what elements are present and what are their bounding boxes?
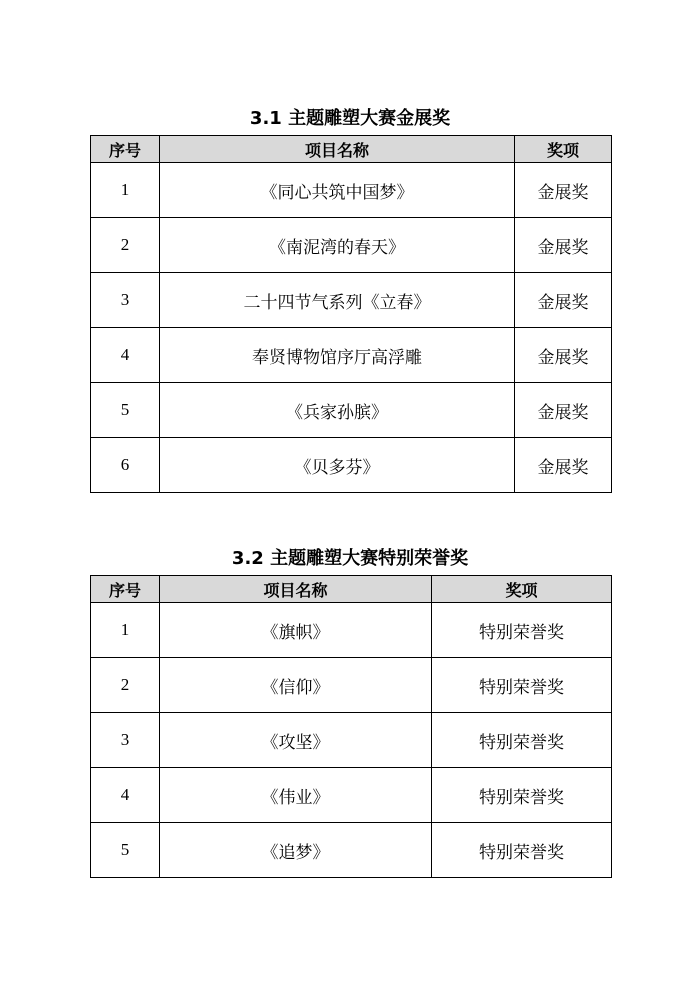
row-award: 金展奖 [515, 218, 612, 273]
row-award: 特别荣誉奖 [432, 768, 612, 823]
row-project-name: 《追梦》 [160, 823, 432, 878]
row-award: 特别荣誉奖 [432, 658, 612, 713]
header-serial: 序号 [91, 576, 160, 603]
row-serial: 6 [91, 438, 160, 493]
row-project-name: 奉贤博物馆序厅高浮雕 [160, 328, 515, 383]
row-project-name: 《旗帜》 [160, 603, 432, 658]
row-award: 特别荣誉奖 [432, 713, 612, 768]
section-1-title: 3.1 主题雕塑大赛金展奖 [249, 108, 451, 129]
row-project-name: 《攻坚》 [160, 713, 432, 768]
row-serial: 4 [91, 328, 160, 383]
row-serial: 1 [91, 163, 160, 218]
header-award: 奖项 [515, 136, 612, 163]
row-serial: 5 [91, 383, 160, 438]
section-2-title: 3.2 主题雕塑大赛特别荣誉奖 [231, 548, 469, 569]
row-project-name: 二十四节气系列《立春》 [160, 273, 515, 328]
row-project-name: 《兵家孙膑》 [160, 383, 515, 438]
table-header-row [91, 576, 612, 603]
row-award: 金展奖 [515, 383, 612, 438]
header-project-name: 项目名称 [160, 136, 515, 163]
row-serial: 4 [91, 768, 160, 823]
row-serial: 2 [91, 218, 160, 273]
row-project-name: 《伟业》 [160, 768, 432, 823]
table-row [91, 218, 612, 273]
row-serial: 3 [91, 273, 160, 328]
table-row [91, 603, 612, 658]
row-project-name: 《贝多芬》 [160, 438, 515, 493]
header-award: 奖项 [432, 576, 612, 603]
table-row [91, 328, 612, 383]
table-row [91, 713, 612, 768]
row-award: 金展奖 [515, 273, 612, 328]
row-serial: 1 [91, 603, 160, 658]
header-project-name: 项目名称 [160, 576, 432, 603]
table-row [91, 383, 612, 438]
table-row [91, 658, 612, 713]
table-row [91, 823, 612, 878]
row-project-name: 《南泥湾的春天》 [160, 218, 515, 273]
row-project-name: 《同心共筑中国梦》 [160, 163, 515, 218]
table-row [91, 438, 612, 493]
row-project-name: 《信仰》 [160, 658, 432, 713]
row-serial: 3 [91, 713, 160, 768]
table-row [91, 768, 612, 823]
table-header-row [91, 136, 612, 163]
row-award: 特别荣誉奖 [432, 823, 612, 878]
row-award: 特别荣誉奖 [432, 603, 612, 658]
row-award: 金展奖 [515, 163, 612, 218]
table-row [91, 273, 612, 328]
special-honor-table [90, 575, 612, 878]
table-row [91, 163, 612, 218]
row-award: 金展奖 [515, 328, 612, 383]
gold-award-table [90, 135, 612, 493]
header-serial: 序号 [91, 136, 160, 163]
row-serial: 5 [91, 823, 160, 878]
row-award: 金展奖 [515, 438, 612, 493]
row-serial: 2 [91, 658, 160, 713]
